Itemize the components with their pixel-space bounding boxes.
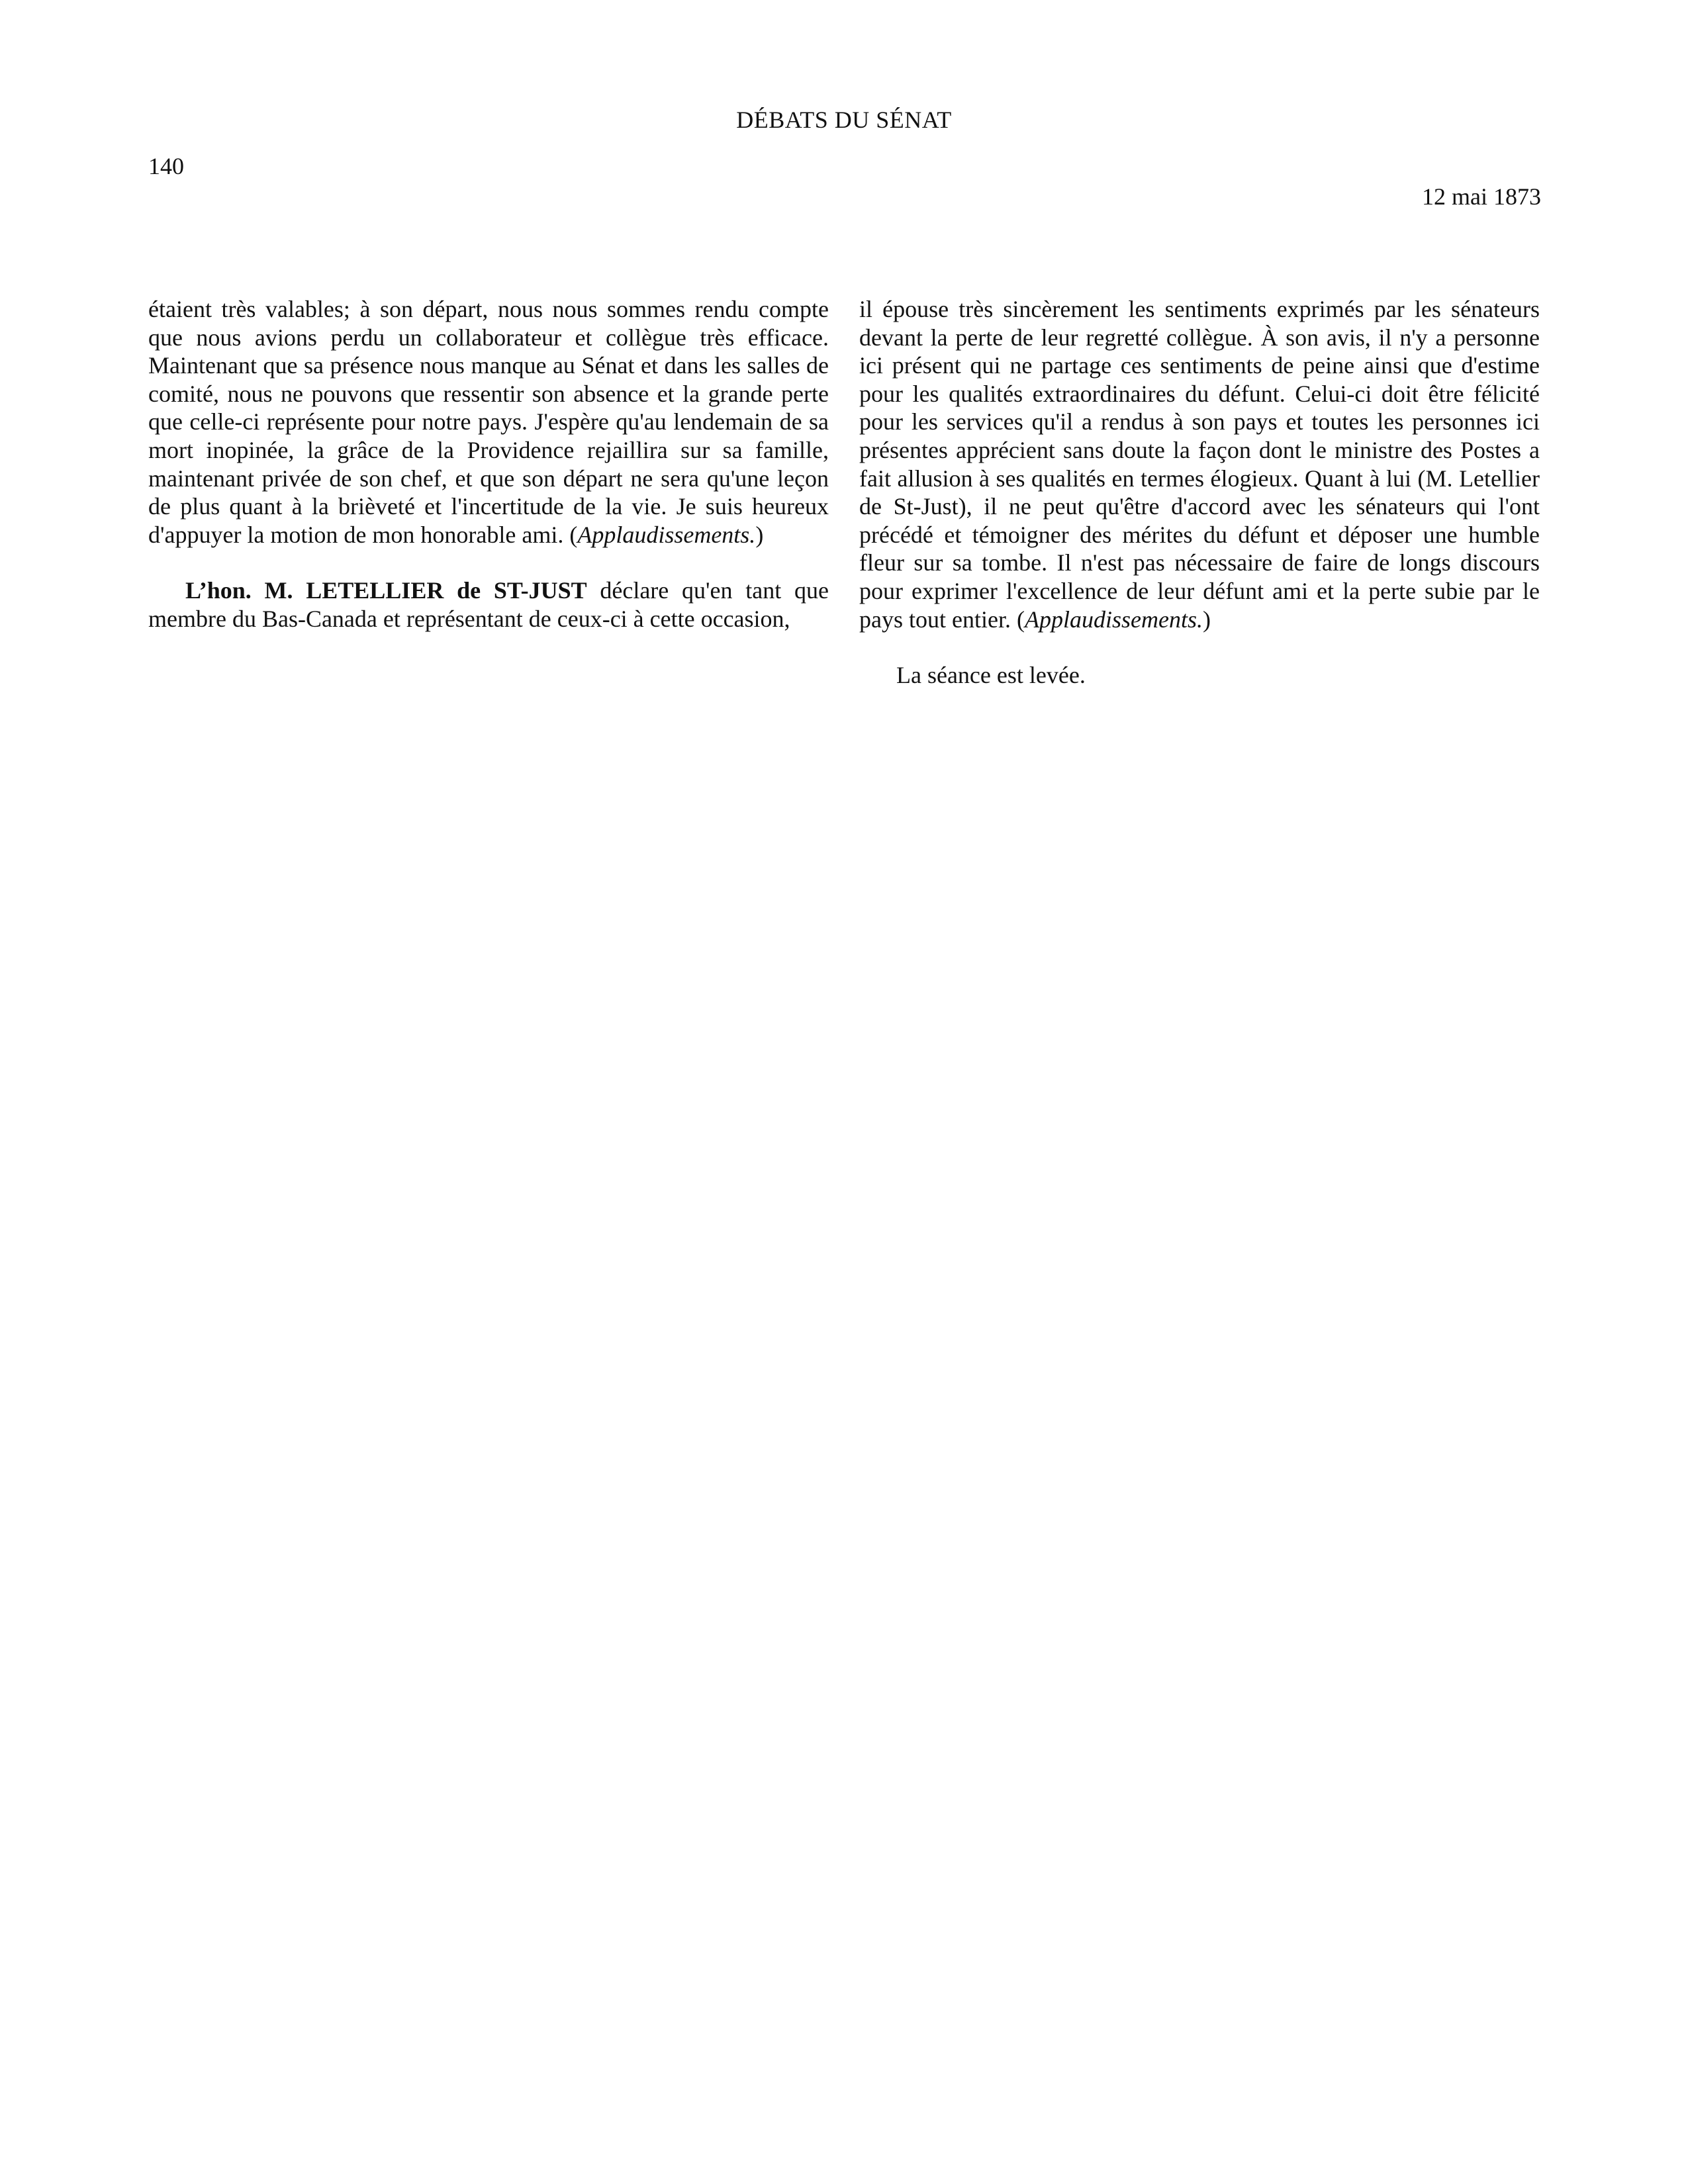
page-number: 140	[148, 153, 184, 179]
left-applause-close: )	[755, 521, 764, 548]
left-paragraph-2-text: déclare qu'en tant que membre du Bas-Canada et représentant de ceux-ci à cette occasion,	[148, 577, 829, 632]
right-applause-close: )	[1202, 606, 1211, 633]
left-paragraph-1-text: étaient très valables; à son départ, nous nous sommes rendu compte que nous avions perdu un collaborateur et collègue très efficace. Maintenant que sa présence nous manque au Sénat et dans les salles de comité, nous ne pouvons que ressentir son absence et la grande perte que celle-ci représente pour notre pays. J'espère qu'au lendemain de sa mort inopinée, la grâce de la Providence rejaillira sur sa famille, maintenant privée de son chef, et que son départ ne sera qu'une leçon de plus quant à la brièveté et l'incertitude de la vie. Je suis heureux d'appuyer la motion de mon honorable ami.	[148, 296, 829, 548]
left-applause-note: Applaudissements.	[577, 521, 756, 548]
speaker-name: L’hon. M. LETELLIER de ST-JUST	[185, 577, 587, 604]
right-applause-open: (	[1016, 606, 1025, 633]
left-column	[148, 295, 829, 633]
left-paragraph-1	[148, 295, 829, 549]
right-applause-note: Applaudissements.	[1024, 606, 1203, 633]
left-applause-open: (	[569, 521, 578, 548]
page-title: DÉBATS DU SÉNAT	[736, 107, 952, 133]
right-paragraph-1-text: il épouse très sincèrement les sentiments exprimés par les sénateurs devant la perte de leur regretté collègue. À son avis, il n'y a personne ici présent qui ne partage ces sentiments de peine ainsi que d'estime pour les qualités extraordinaires du défunt. Celui-ci doit être félicité pour les services qu'il a rendus à son pays et toutes les personnes ici présentes apprécient sans doute la façon dont le ministre des Postes a fait allusion à ses qualités en termes élogieux. Quant à lui (M. Letellier de St-Just), il ne peut qu'être d'accord avec les sénateurs qui l'ont précédé et témoigner des mérites du défunt et déposer une humble fleur sur sa tombe. Il n'est pas nécessaire de faire de longs discours pour exprimer l'excellence de leur défunt ami et la perte subie par le pays tout entier.	[859, 296, 1540, 633]
sitting-date: 12 mai 1873	[1422, 183, 1541, 210]
left-paragraph-2	[148, 576, 829, 633]
right-paragraph-1	[859, 295, 1540, 633]
sitting-adjourned-note: La séance est levée.	[896, 662, 1086, 689]
right-column	[859, 295, 1540, 690]
